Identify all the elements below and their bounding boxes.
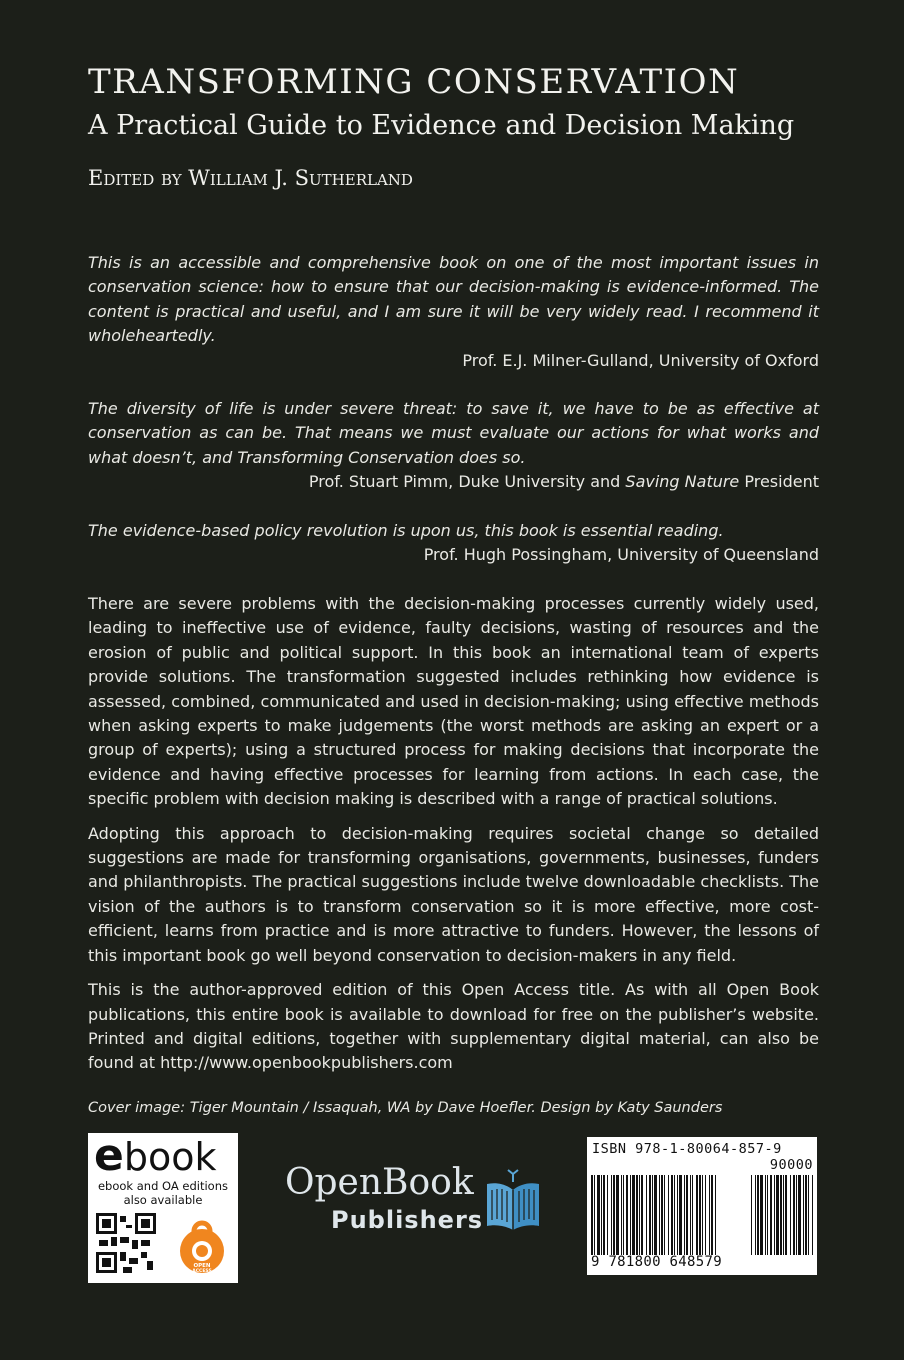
quote-attribution: Prof. Hugh Possingham, University of Queensland bbox=[423, 545, 819, 565]
ebook-badge bbox=[88, 1130, 238, 1283]
quote-text: This is an accessible and comprehensive book on one of the most important issues in conservation science: how to ensure that our decision-making is evidence-informed. The content is practical and useful, and I am sure it will be very widely read. I recommend it wholeheartedly. bbox=[88, 253, 819, 346]
quote-attribution: Prof. E.J. Milner-Gulland, University of Oxford bbox=[462, 350, 819, 370]
ebook-wordmark: ebook bbox=[94, 1130, 217, 1181]
quote-text: The evidence-based policy revolution is upon us, this book is essential reading. bbox=[88, 521, 724, 540]
barcode-bars bbox=[591, 1175, 813, 1255]
ebook-caption: ebook and OA editions also available bbox=[97, 1179, 228, 1207]
svg-text:OPEN: OPEN bbox=[193, 1263, 211, 1269]
description-paragraph-2: Adopting this approach to decision-making requires societal change so detailed suggestions are made for transforming organisations, governments, businesses, funders and philanthropists. The practical suggestions include twelve downloadable checklists. The vision of the authors is to transform conservation so it is more effective, more cost-efficient, learns from practice and is more attractive to funders. However, the lessons of this important book go well beyond conservation to decision-makers in any field. bbox=[88, 823, 819, 965]
quote-attribution: Prof. Stuart Pimm, Duke University and Saving Nature President bbox=[308, 472, 819, 492]
open-access-icon bbox=[174, 1219, 230, 1275]
isbn-label: ISBN 978-1-80064-857-9 bbox=[592, 1141, 782, 1157]
description-paragraph-3: This is the author-approved edition of this Open Access title. As with all Open Book publications, this entire book is available to download for free on the publisher’s website. Printed and digital editions, together with supplementary digital material, can also be found at http://www.openbookpublishers.com bbox=[88, 980, 819, 1073]
description-paragraph-1: There are severe problems with the decision-making processes currently widely used, leading to ineffective use of evidence, faulty decisions, wasting of resources and the erosion of public and political support. In this book an international team of experts provide solutions. The transformation suggested includes rethinking how evidence is assessed, combined, communicated and used in decision-making; using effective methods when asking experts to make judgements (the worst methods are asking an expert or a group of experts); using a structured process for making decisions that incorporate the evidence and having effective processes for learning from actions. In each case, the specific problem with decision making is described with a range of practical solutions. bbox=[88, 594, 819, 809]
book-description bbox=[88, 592, 819, 1086]
book-title: TRANSFORMING CONSERVATION bbox=[88, 62, 740, 102]
book-subtitle: A Practical Guide to Evidence and Decision Making bbox=[88, 110, 795, 141]
isbn-barcode bbox=[587, 1137, 817, 1275]
quote-text: The diversity of life is under severe threat: to save it, we have to be as effective at conservation as can be. That means we must evaluate our actions for what works and what doesn’t, and Transforming Conservation does so. bbox=[88, 399, 819, 467]
barcode-addon: 90000 bbox=[769, 1157, 813, 1173]
endorsement-2 bbox=[88, 397, 819, 495]
cover-credit: Cover image: Tiger Mountain / Issaquah, WA by Dave Hoefler. Design by Katy Saunders bbox=[88, 1100, 723, 1116]
publisher-subname: Publishers bbox=[331, 1206, 484, 1234]
endorsement-3 bbox=[88, 519, 819, 568]
publisher-name: OpenBook bbox=[285, 1162, 474, 1203]
barcode-digits: 9 781800 648579 bbox=[591, 1254, 722, 1270]
editor-line: Edited by William J. Sutherland bbox=[88, 166, 413, 190]
svg-text:ACCESS: ACCESS bbox=[192, 1269, 212, 1274]
qr-code-icon[interactable] bbox=[96, 1213, 156, 1273]
open-book-icon bbox=[484, 1168, 542, 1232]
endorsement-1 bbox=[88, 251, 819, 373]
